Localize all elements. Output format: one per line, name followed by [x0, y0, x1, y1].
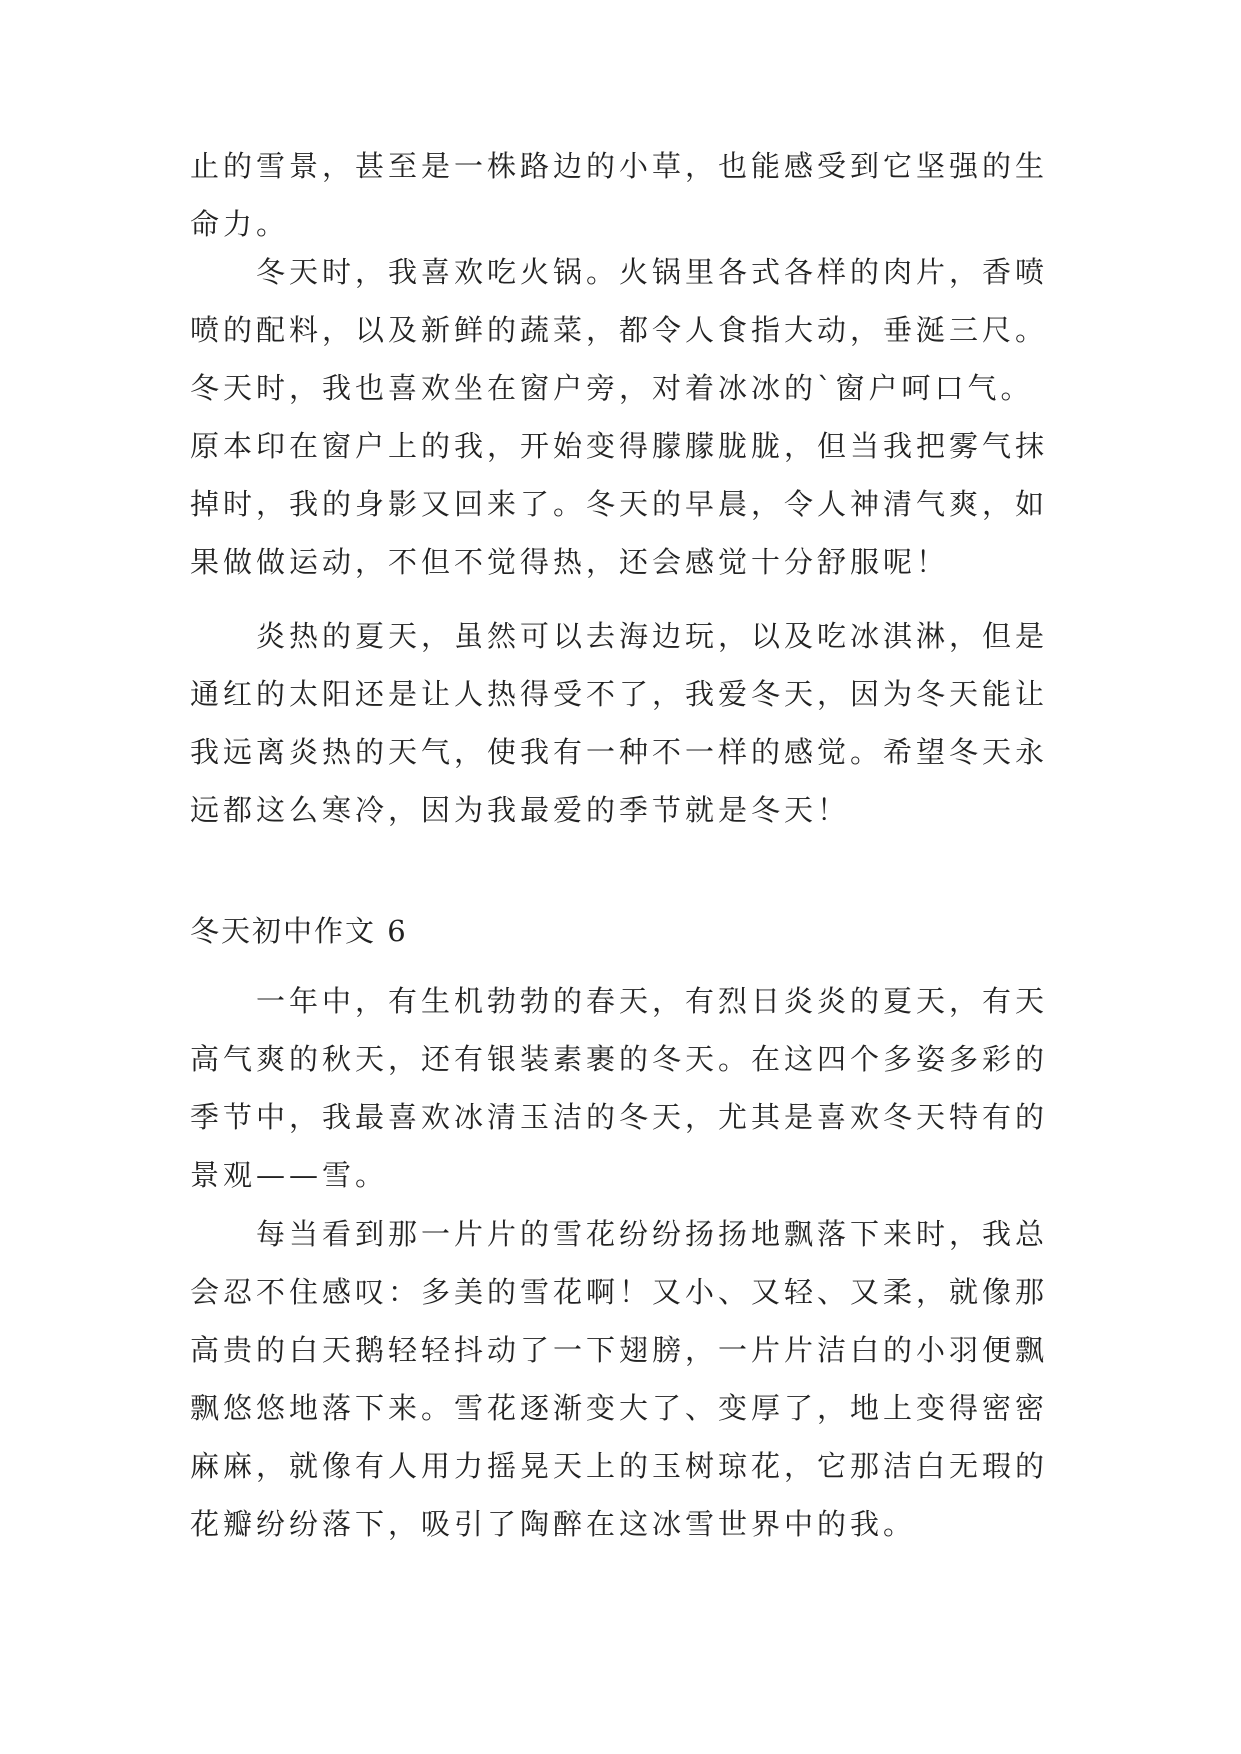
text-line: 一年中，有生机勃勃的春天，有烈日炎炎的夏天，有天	[256, 984, 1049, 1018]
text-line: 花瓣纷纷落下，吸引了陶醉在这冰雪世界中的我。	[190, 1507, 917, 1541]
text-line: 炎热的夏天，虽然可以去海边玩，以及吃冰淇淋，但是	[256, 619, 1049, 653]
text-line: 我远离炎热的天气，使我有一种不一样的感觉。希望冬天永	[190, 735, 1049, 769]
text-line: 飘悠悠地落下来。雪花逐渐变大了、变厚了，地上变得密密	[190, 1391, 1049, 1425]
text-line: 麻麻，就像有人用力摇晃天上的玉树琼花，它那洁白无瑕的	[190, 1449, 1049, 1483]
text-line: 季节中，我最喜欢冰清玉洁的冬天，尤其是喜欢冬天特有的	[190, 1100, 1049, 1134]
text-line: 原本印在窗户上的我，开始变得朦朦胧胧，但当我把雾气抹	[190, 429, 1049, 463]
text-line: 通红的太阳还是让人热得受不了，我爱冬天，因为冬天能让	[190, 677, 1049, 711]
text-line: 掉时，我的身影又回来了。冬天的早晨，令人神清气爽，如	[190, 487, 1049, 521]
text-line: 冬天时，我喜欢吃火锅。火锅里各式各样的肉片，香喷	[256, 255, 1049, 289]
text-line: 冬天时，我也喜欢坐在窗户旁，对着冰冰的`窗户呵口气。	[190, 371, 1034, 405]
paragraph-2	[190, 243, 1070, 591]
text-line: 命力。	[190, 207, 290, 241]
text-line: 高贵的白天鹅轻轻抖动了一下翅膀，一片片洁白的小羽便飘	[190, 1333, 1049, 1367]
paragraph-3	[190, 607, 1070, 839]
text-line: 果做做运动，不但不觉得热，还会感觉十分舒服呢！	[190, 545, 950, 579]
paragraph-4	[190, 972, 1070, 1204]
text-line: 喷的配料，以及新鲜的蔬菜，都令人食指大动，垂涎三尺。	[190, 313, 1049, 347]
text-line: 高气爽的秋天，还有银装素裹的冬天。在这四个多姿多彩的	[190, 1042, 1049, 1076]
text-line: 止的雪景，甚至是一株路边的小草，也能感受到它坚强的生	[190, 149, 1049, 183]
section-heading	[190, 902, 1070, 960]
text-line: 景观——雪。	[190, 1158, 389, 1192]
heading-text: 冬天初中作文 6	[190, 914, 408, 948]
text-line: 每当看到那一片片的雪花纷纷扬扬地飘落下来时，我总	[256, 1217, 1049, 1251]
paragraph-5	[190, 1205, 1070, 1553]
text-line: 会忍不住感叹：多美的雪花啊！又小、又轻、又柔，就像那	[190, 1275, 1049, 1309]
paragraph-1	[190, 137, 1070, 253]
text-line: 远都这么寒冷，因为我最爱的季节就是冬天！	[190, 793, 851, 827]
